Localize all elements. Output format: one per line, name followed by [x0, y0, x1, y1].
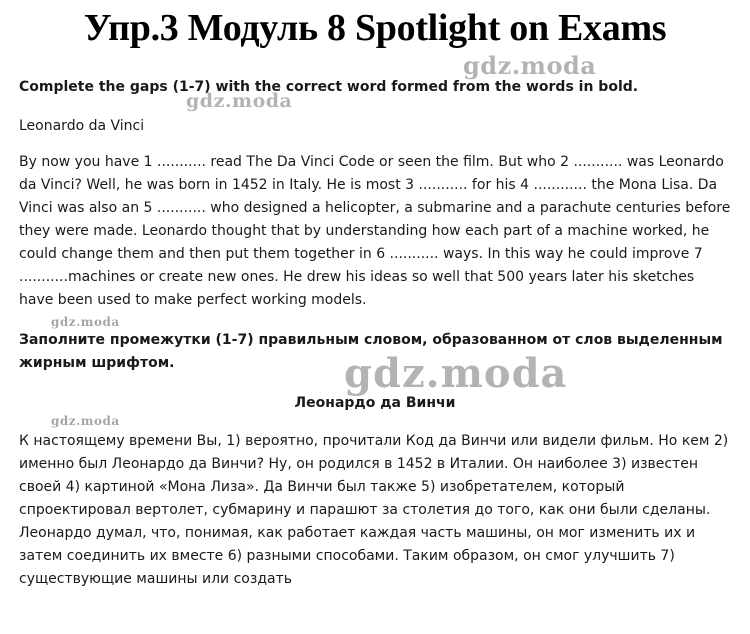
- page-title: Упр.3 Модуль 8 Spotlight on Exams: [83, 7, 667, 49]
- english-paragraph: By now you have 1 ........... read The Da Vinci Code or seen the film. But who 2 ........... was Leonardo da Vinci? Well, he was born in 1452 in Italy. He is most 3 ........... for his 4 ............ the Mona Lisa. Da Vinci was also an 5 ........... who designed a helicopter, a submarine and a parachute centuries before they were made. Leonardo thought that by understanding how each part of a machine worked, he could change them and then put them together in 6 ........... ways. In this way he could improve 7 ...........machines or create new ones. He drew his ideas so well that 500 years later his sketches have been used to make perfect working models.: [19, 154, 731, 308]
- watermark: gdz.moda: [344, 350, 568, 397]
- watermark: gdz.moda: [186, 90, 293, 112]
- watermark: gdz.moda: [463, 51, 597, 80]
- russian-heading: Леонардо да Винчи: [294, 395, 456, 411]
- watermark: gdz.moda: [51, 315, 120, 329]
- english-heading: Leonardo da Vinci: [19, 118, 145, 134]
- russian-instruction: Заполните промежутки (1-7) правильным словом, образованном от слов выделенным жирным шрифтом.: [19, 332, 723, 371]
- watermark: gdz.moda: [51, 414, 120, 428]
- english-instruction: Complete the gaps (1-7) with the correct word formed from the words in bold.: [19, 79, 639, 95]
- russian-paragraph: К настоящему времени Вы, 1) вероятно, прочитали Код да Винчи или видели фильм. Но кем 2) именно был Леонардо да Винчи? Ну, он родился в 1452 в Италии. Он наиболее 3) известен своей 4) картиной «Мона Лиза». Да Винчи был также 5) изобретателем, который спроектировал вертолет, субмарину и парашют за столетия до того, как они были сделаны. Леонардо думал, что, понимая, как работает каждая часть машины, он мог изменить их и затем соединить их вместе 6) разными способами. Таким образом, он смог улучшить 7) существующие машины или создать: [19, 433, 729, 587]
